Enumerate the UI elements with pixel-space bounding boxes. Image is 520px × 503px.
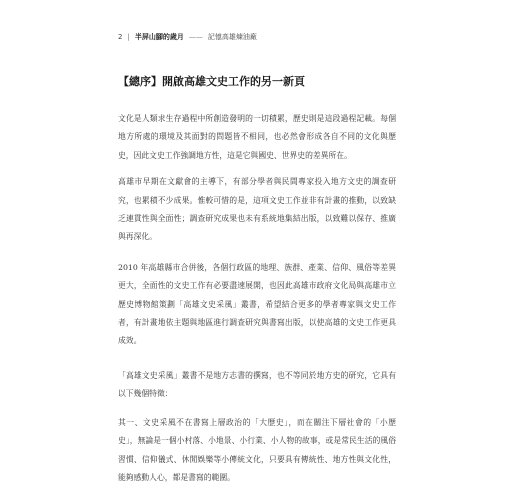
body-text (118, 110, 396, 503)
page-number: 2 (118, 33, 123, 41)
book-title: 半屏山腳的歲月 (134, 33, 184, 41)
paragraph: 高雄市早期在文獻會的主導下，有部分學者與民間專家投入地方文史的調查研究，也累積不少成果。惟較可惜的是，這項文史工作並非有計畫的推動，以致缺乏連貫性與全面性；調查研究成果也未有系統地集結出版，以致難以保存、推廣與再深化。 (118, 177, 396, 242)
paragraph: 其一、文史采風不在書寫上層政治的「大歷史」，而在關注下層社會的「小歷史」，無論是一個小村落、小地景、小行業、小人物的故事，或是常民生活的風俗習慣、信仰儀式、休閒娛樂等小傳統文化，只要具有傳統性、地方性與文化性，能夠感動人心，都是書寫的範圍。 (118, 417, 396, 482)
running-head (118, 32, 257, 42)
title-separator: —— (188, 33, 203, 41)
paragraph: 「高雄文史采風」叢書不是地方志書的撰寫，也不等同於地方史的研究，它具有以下幾個特徵： (118, 370, 396, 399)
paragraph: 文化是人類求生存過程中所創造發明的一切積累，歷史則是這段過程記載。每個地方所處的環境及其面對的問題皆不相同，也必然會形成各自不同的文化與歷史，因此文史工作強調地方性，這是它與國史、世界史的差異所在。 (118, 114, 396, 160)
section-heading: 【總序】開啟高雄文史工作的另一新頁 (118, 75, 305, 88)
header-divider: | (127, 33, 130, 41)
book-subtitle: 記憶高雄煉油廠 (207, 33, 257, 41)
paragraph: 2010 年高雄縣市合併後，各個行政區的地理、族群、產業、信仰、風俗等差異更大，全面性的文史工作有必要盡速展開，也因此高雄市政府文化局與高雄市立歷史博物館策劃「高雄文史采風」叢書，希望結合更多的學者專家與文史工作者，有計畫地依主題與地區進行調查研究與書寫出版，以使高雄的文史工作更具成效。 (118, 262, 396, 346)
